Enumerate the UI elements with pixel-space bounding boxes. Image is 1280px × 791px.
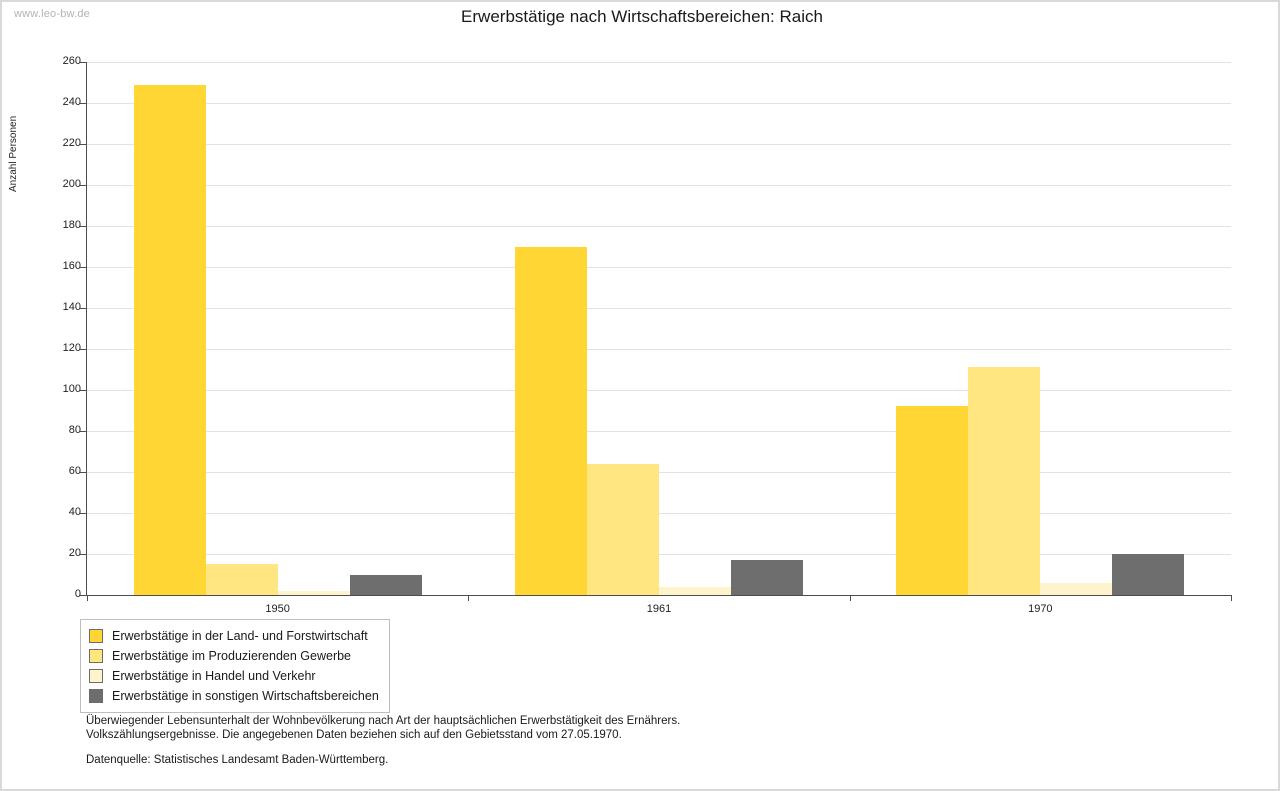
gridline — [87, 349, 1231, 350]
gridline — [87, 308, 1231, 309]
x-axis-tick — [1231, 595, 1232, 601]
y-axis-tick-label: 140 — [62, 301, 81, 313]
bar — [731, 560, 803, 595]
legend-item[interactable] — [89, 686, 379, 706]
legend-swatch-icon — [89, 629, 103, 643]
note-line-2: Volkszählungsergebnisse. Die angegebenen Daten beziehen sich auf den Gebietsstand vom 27.05.1970. — [86, 729, 622, 741]
y-axis-tick-label: 120 — [62, 342, 81, 354]
gridline — [87, 390, 1231, 391]
gridline — [87, 472, 1231, 473]
y-axis-tick-label: 200 — [62, 178, 81, 190]
gridline — [87, 267, 1231, 268]
y-axis-label: Anzahl Personen — [8, 115, 19, 192]
gridline — [87, 103, 1231, 104]
bar — [968, 367, 1040, 595]
y-axis-tick-label: 0 — [74, 588, 81, 600]
gridline — [87, 62, 1231, 63]
chart-title: Erwerbstätige nach Wirtschaftsbereichen: Raich — [461, 7, 823, 26]
x-axis-tick — [87, 595, 88, 601]
x-axis-tick-label: 1950 — [265, 603, 290, 615]
legend-swatch-icon — [89, 669, 103, 683]
chart-legend — [80, 619, 390, 713]
legend-label: Erwerbstätige in sonstigen Wirtschaftsbereichen — [112, 689, 379, 703]
bar — [350, 575, 422, 596]
legend-label: Erwerbstätige in der Land- und Forstwirtschaft — [112, 629, 368, 643]
legend-item[interactable] — [89, 626, 379, 646]
legend-label: Erwerbstätige im Produzierenden Gewerbe — [112, 649, 352, 663]
y-axis-tick-label: 20 — [68, 547, 81, 559]
bar — [1040, 583, 1112, 595]
gridline — [87, 431, 1231, 432]
y-axis-tick-label: 260 — [62, 55, 81, 67]
bar — [1112, 554, 1184, 595]
bar — [515, 247, 587, 596]
bar — [896, 406, 968, 595]
gridline — [87, 513, 1231, 514]
y-axis-tick-label: 80 — [68, 424, 81, 436]
x-axis-tick-label: 1970 — [1028, 603, 1053, 615]
y-axis-tick-label: 40 — [68, 506, 81, 518]
bar — [206, 564, 278, 595]
legend-swatch-icon — [89, 649, 103, 663]
bar — [587, 464, 659, 595]
data-source: Datenquelle: Statistisches Landesamt Baden-Württemberg. — [86, 754, 389, 766]
y-axis-tick-label: 180 — [62, 219, 81, 231]
gridline — [87, 226, 1231, 227]
legend-label: Erwerbstätige in Handel und Verkehr — [112, 669, 316, 683]
x-axis-tick — [850, 595, 851, 601]
x-axis-tick — [468, 595, 469, 601]
legend-item[interactable] — [89, 666, 379, 686]
y-axis-tick-label: 100 — [62, 383, 81, 395]
bar — [659, 587, 731, 595]
plot-area — [62, 55, 1231, 615]
note-line-1: Überwiegender Lebensunterhalt der Wohnbevölkerung nach Art der hauptsächlichen Erwerbstätigkeit des Ernährers. — [86, 715, 681, 727]
watermark: www.leo-bw.de — [14, 8, 90, 20]
gridline — [87, 185, 1231, 186]
y-axis-tick-label: 60 — [68, 465, 81, 477]
bar — [134, 85, 206, 595]
gridline — [87, 554, 1231, 555]
legend-item[interactable] — [89, 646, 379, 666]
gridline — [87, 144, 1231, 145]
bar — [278, 591, 350, 595]
x-axis-tick-label: 1961 — [646, 603, 672, 615]
legend-swatch-icon — [89, 689, 103, 703]
y-axis-tick-label: 240 — [62, 96, 81, 108]
y-axis-tick-label: 160 — [62, 260, 81, 272]
y-axis-tick-label: 220 — [62, 137, 81, 149]
